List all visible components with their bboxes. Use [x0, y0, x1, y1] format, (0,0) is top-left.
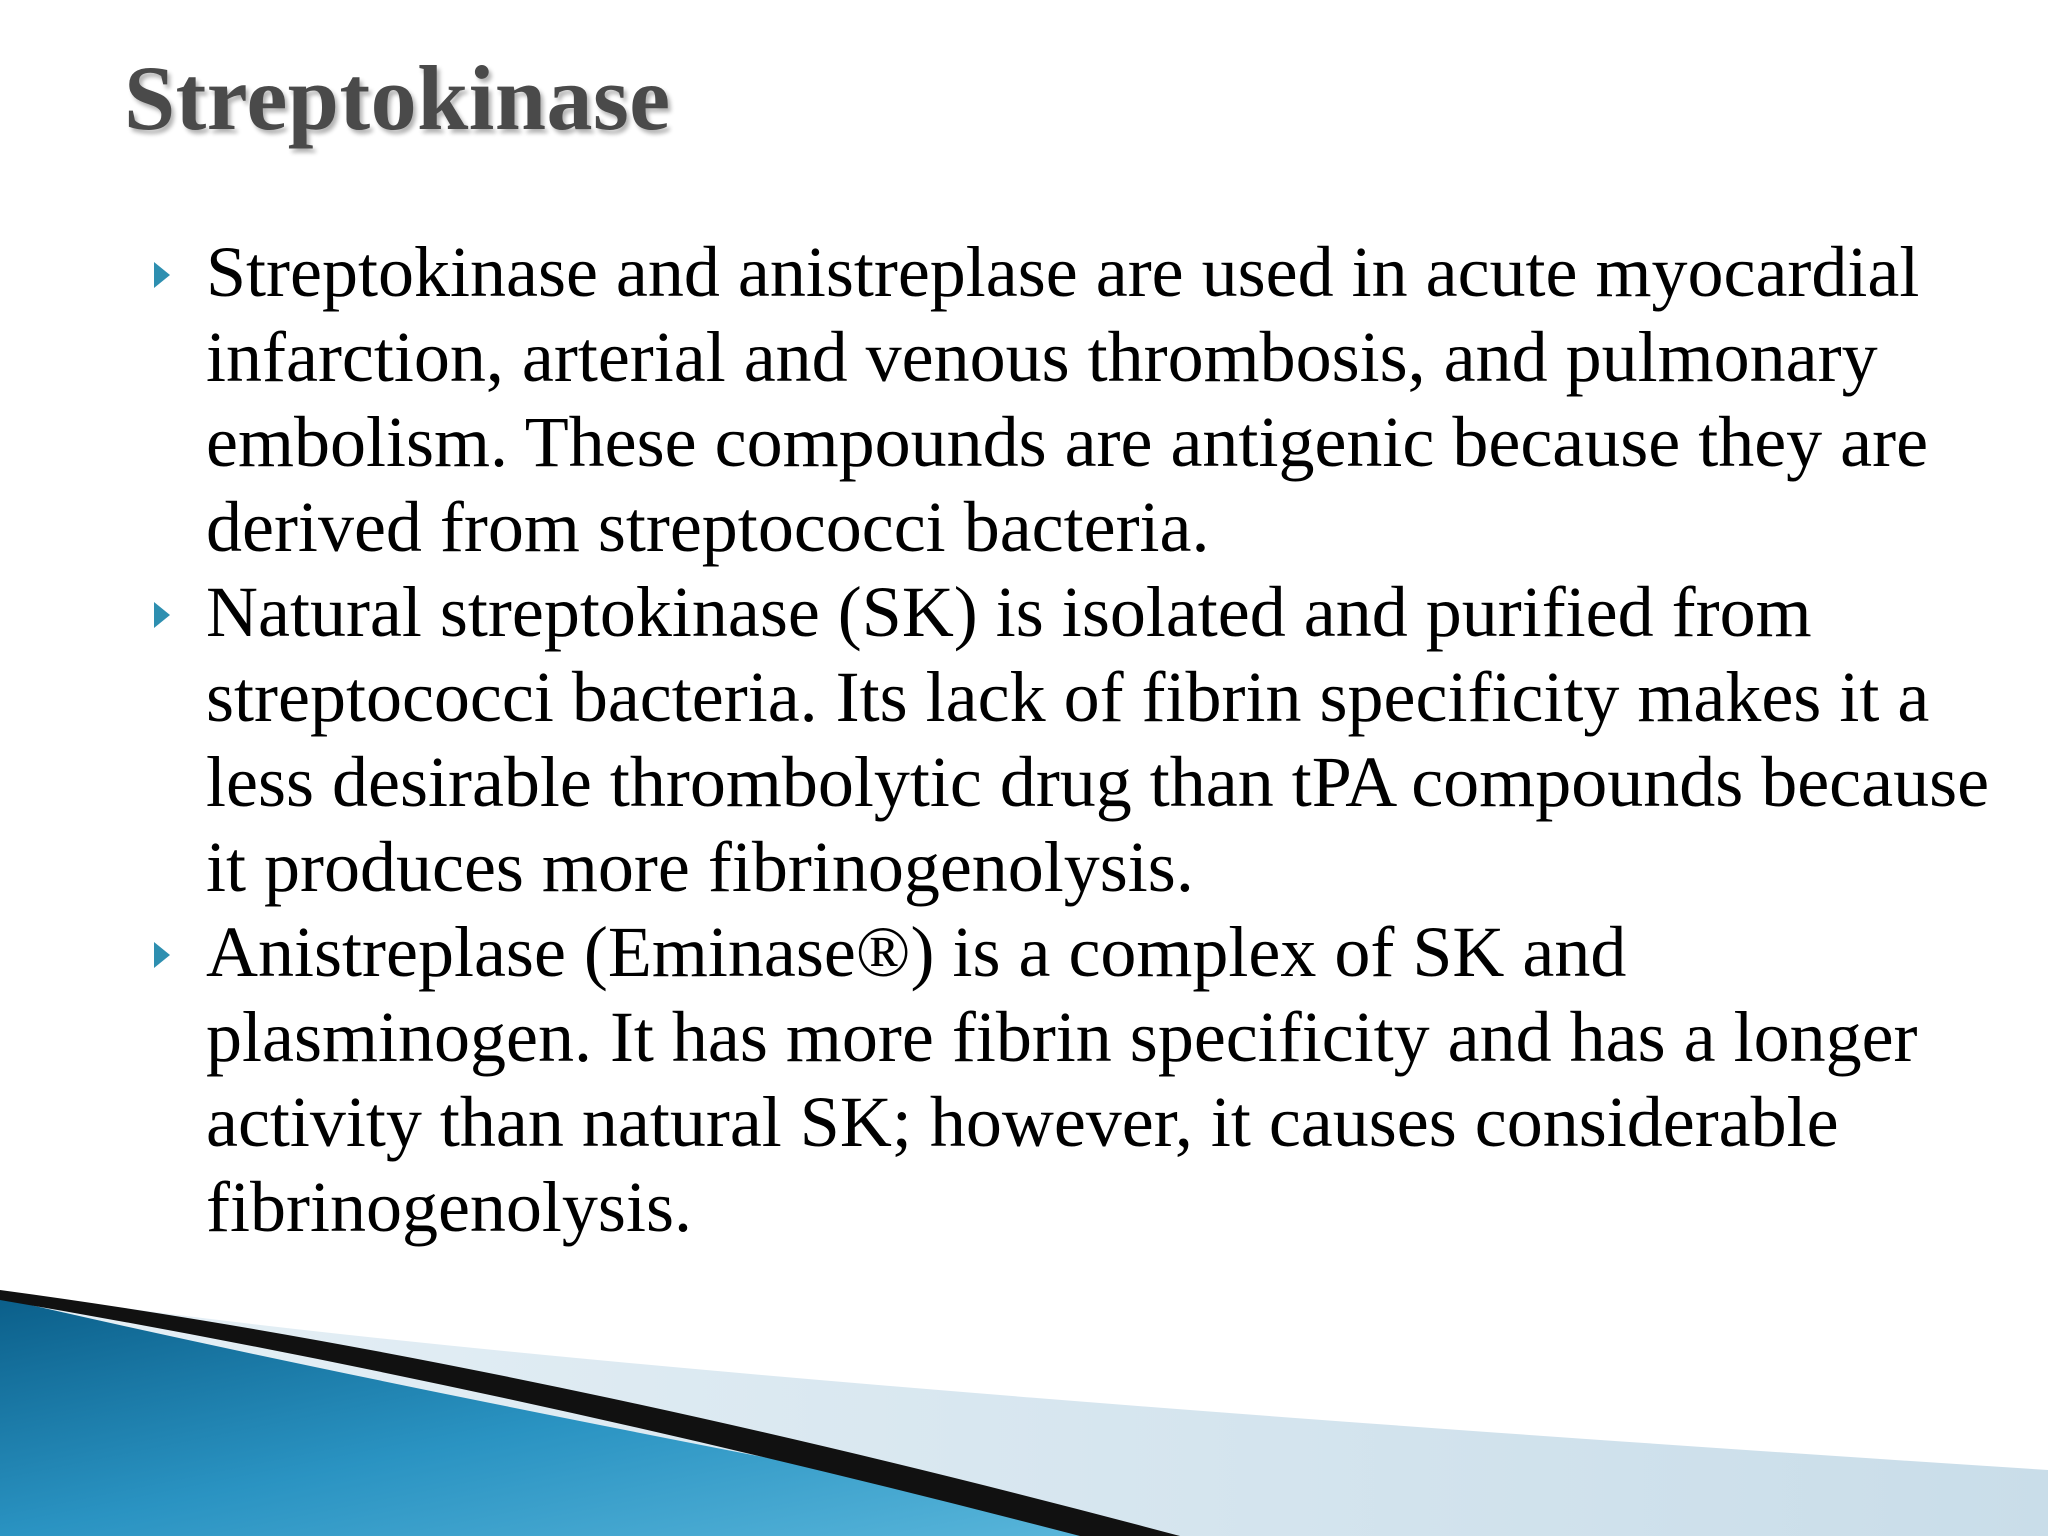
triangle-right-icon — [154, 602, 170, 628]
bullet-item — [150, 570, 1990, 910]
bullet-text: Anistreplase (Eminase®) is a complex of SK and plasminogen. It has more fibrin specificity and has a longer activity than natural SK; however, it causes considerable fibrinogenolysis. — [206, 912, 1918, 1247]
slide-title: Streptokinase — [124, 47, 671, 149]
bullet-item — [150, 910, 1990, 1250]
light-swoosh — [0, 1290, 2048, 1536]
triangle-right-icon — [154, 262, 170, 288]
dark-swoosh — [0, 1290, 1180, 1536]
blue-swoosh — [0, 1298, 1180, 1536]
bullet-list — [150, 230, 1990, 1250]
triangle-right-icon — [154, 942, 170, 968]
bullet-item — [150, 230, 1990, 570]
bullet-text: Natural streptokinase (SK) is isolated and purified from streptococci bacteria. Its lack of fibrin specificity makes it a less desirable thrombolytic drug than tPA compounds because it produces more fibrinogenolysis. — [206, 572, 1990, 907]
bullet-text: Streptokinase and anistreplase are used in acute myocardial infarction, arterial and venous thrombosis, and pulmonary embolism. These compounds are antigenic because they are derived from streptococci bacteria. — [206, 232, 1929, 567]
